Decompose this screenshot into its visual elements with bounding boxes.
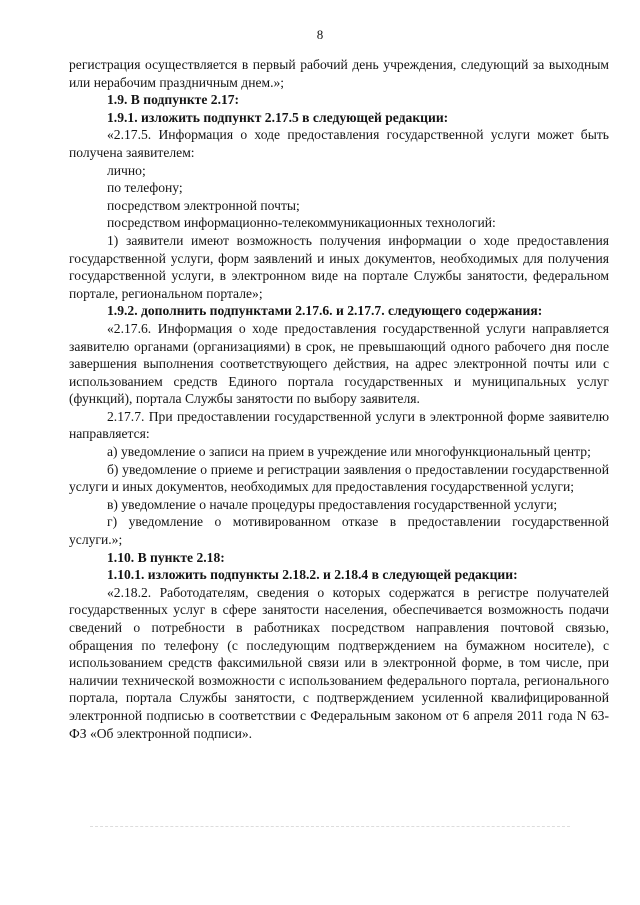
list-item-b: б) уведомление о приеме и регистрации заявления о предоставлении государственной услуги и иных документов, необходимых для предоставления государственной услуги; — [69, 461, 609, 495]
document-body — [69, 56, 609, 742]
list-item-in-person: лично; — [107, 162, 146, 178]
list-item-v: в) уведомление о начале процедуры предоставления государственной услуги; — [107, 496, 558, 512]
paragraph-continuation: регистрация осуществляется в первый рабочий день учреждения, следующий за выходным или нерабочим праздничным днем.»; — [69, 57, 609, 90]
section-heading-1-9: 1.9. В подпункте 2.17: — [107, 92, 240, 108]
list-item-ict: посредством информационно-телекоммуникационных технологий: — [107, 215, 496, 231]
subsection-heading-1-9-1: 1.9.1. изложить подпункт 2.17.5 в следующей редакции: — [107, 109, 449, 125]
list-item-1: 1) заявители имеют возможность получения информации о ходе предоставления государственной услуги, форм заявлений и иных документов, необходимых для получения государственной услуги, в электронном виде на портале Службы занятости, федеральном портале, региональном портале»; — [69, 232, 609, 301]
scan-artifact-line — [90, 826, 570, 827]
subsection-heading-1-9-2: 1.9.2. дополнить подпунктами 2.17.6. и 2.17.7. следующего содержания: — [107, 303, 543, 319]
list-item-phone: по телефону; — [107, 180, 183, 196]
paragraph-2-17-6: «2.17.6. Информация о ходе предоставления государственной услуги направляется заявителю органами (организациями) в срок, не превышающий одного рабочего дня после завершения выполнения соответствующего действия, на адрес электронной почты или с использованием средств Единого портала государственных и муниципальных услуг (функций), портала Службы занятости по выбору заявителя. — [69, 320, 609, 407]
section-heading-1-10: 1.10. В пункте 2.18: — [107, 549, 225, 565]
paragraph-2-17-7: 2.17.7. При предоставлении государственной услуги в электронной форме заявителю направляется: — [69, 408, 609, 442]
subsection-heading-1-10-1: 1.10.1. изложить подпункты 2.18.2. и 2.18.4 в следующей редакции: — [107, 567, 518, 583]
paragraph-2-18-2: «2.18.2. Работодателям, сведения о которых содержатся в регистре получателей государственных услуг в сфере занятости населения, обеспечивается возможность подачи сведений о потребности в работниках посредством направления почтовой связью, обращения по телефону (с последующим подтверждением на бумажном носителе), с использованием средств факсимильной связи или в электронной форме, в том числе, при наличии технической возможности с использованием федерального портала, регионального портала, портала Службы занятости, с подтверждением усиленной квалифицированной электронной подписью в соответствии с Федеральным законом от 6 апреля 2011 года N 63-ФЗ «Об электронной подписи». — [69, 584, 609, 741]
list-item-email: посредством электронной почты; — [107, 197, 300, 213]
list-item-a: а) уведомление о записи на прием в учреждение или многофункциональный центр; — [107, 444, 591, 460]
paragraph-2-17-5: «2.17.5. Информация о ходе предоставления государственной услуги может быть получена заявителем: — [69, 127, 609, 160]
list-item-g: г) уведомление о мотивированном отказе в предоставлении государственной услуги.»; — [69, 514, 609, 548]
page-number: 8 — [316, 27, 324, 42]
